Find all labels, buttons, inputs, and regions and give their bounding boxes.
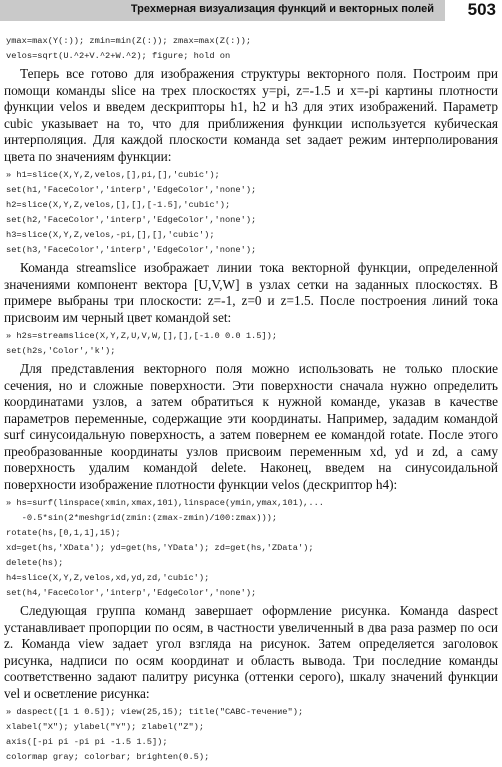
paragraph-streamslice: Команда streamslice изображает линии тока векторной функции, определенной значениями компонент вектора [U,V,W] в узлах сетки на заданных плоскостях. В примере выбраны три плоскости: z=-1, z=0 и z=1.5. После построения линий тока присвоим им черный цвет командой set: (4, 260, 498, 325)
code-block-streamslice: » h2s=streamslice(X,Y,Z,U,V,W,[],[],[-1.0 0.0 1.5]); set(h2s,'Color','k'); (6, 331, 278, 356)
page-body (0, 34, 502, 765)
paragraph-figure-setup: Следующая группа команд завершает оформление рисунка. Команда daspect устанавливает пропорции по осям, в частности увеличенный в два раза размер по оси z. Команда view задает угол взгляда на рисунок. Затем определяется заголовок рисунка, надписи по осям координат и область вывода. Три последние команды соответственно задают палитру рисунка (оттенки серого), шкалу значений функции vel и осветление рисунка: (4, 603, 498, 701)
running-header (0, 0, 502, 23)
paragraph-slice-intro: Теперь все готово для изображения структуры векторного поля. Построим при помощи команды slice на трех плоскостях y=pi, z=-1.5 и x=-pi картины плотности функции velos и введем дескрипторы h1, h2 и h3 для этих изображений. Параметр cubic указывает на то, что для приближения функции используется кубическая интерполяция. Для каждой плоскости команда set задает режим интерполирования цвета по значениям функции: (4, 66, 498, 164)
page-number: 503 (467, 0, 496, 19)
paragraph-surface: Для представления векторного поля можно использовать не только плоские сечения, но и сложные поверхности. Эти поверхности сначала нужно определить координатами узлов, а затем обратиться к нужной команде, указав в качестве параметров переменные, содержащие эти координаты. Например, зададим командой surf синусоидальную поверхность, а затем повернем ее командой rotate. После этого преобразованные координаты узлов присвоим переменным xd, yd и zd, а саму поверхность удалим командой delete. Наконец, введем на синусоидальной поверхности изображение плотности функции velos (дескриптор h4): (4, 361, 498, 492)
code-block-surface: » hs=surf(linspace(xmin,xmax,101),linspace(ymin,ymax,101),... -0.5*sin(2*meshgrid(zmin:(zmax-zmin)/100:zmax))); rotate(hs,[0,1,1],15); xd=get(hs,'XData'); yd=get(hs,'YData'); zd=get(hs,'ZData'); delete(hs); h4=slice(X,Y,Z,velos,xd,yd,zd,'cubic'); set(h4,'FaceColor','interp','EdgeColor','none'); (6, 498, 325, 598)
code-block-slice: » h1=slice(X,Y,Z,velos,[],pi,[],'cubic'); set(h1,'FaceColor','interp','EdgeColor','none'); h2=slice(X,Y,Z,velos,[],[],[-1.5],'cubic'); set(h2,'FaceColor','interp','EdgeColor','none'); h3=slice(X,Y,Z,velos,-pi,[],[],'cubic'); set(h3,'FaceColor','interp','EdgeColor','none'); (6, 170, 257, 255)
code-block-figure-setup: » daspect([1 1 0.5]); view(25,15); title("САВС-течение"); xlabel("X"); ylabel("Y"); zlabel("Z"); axis([-pi pi -pi pi -1.5 1.5]); colormap gray; colorbar; brighten(0.5); (6, 707, 304, 762)
chapter-title: Трехмерная визуализация функций и векторных полей (130, 3, 434, 15)
code-block-velos: ymax=max(Y(:)); zmin=min(Z(:)); zmax=max(Z(:)); velos=sqrt(U.^2+V.^2+W.^2); figure; hold on (6, 36, 252, 61)
